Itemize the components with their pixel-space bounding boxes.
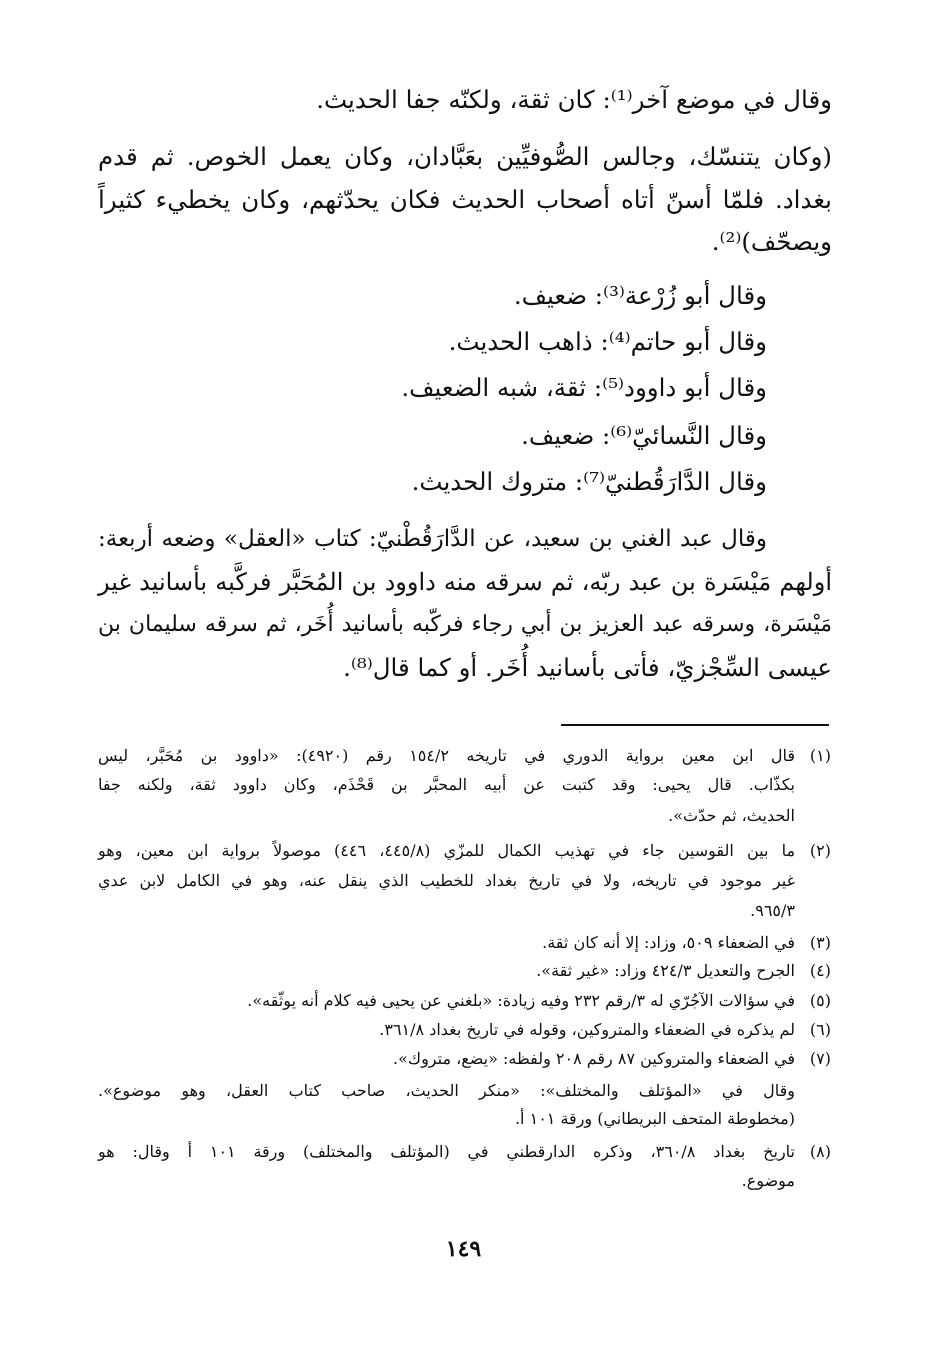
footnote-line: (مخطوطة المتحف البريطاني) ورقة ١٠١ أ. [514, 1109, 795, 1128]
footnote-line: غير موجود في تاريخه، ولا في تاريخ بغداد للخطيب الذي ينقل عنه، وهو في الكامل لابن عدي [98, 871, 795, 890]
body-line: (وكان يتنسّك، وجالس الصُّوفيِّين بعَبَّادان، وكان يعمل الخوص. ثم قدم [98, 142, 832, 171]
body-line: وقال عبد الغني بن سعيد، عن الدَّارَقُطْنيّ: كتاب «العقل» وضعه أربعة: [98, 526, 767, 552]
body-line: بغداد. فلمّا أسنّ أتاه أصحاب الحديث فكان يحدّثهم، وكان يخطيء كثيراً [98, 185, 832, 214]
footnote-line: بكذّاب. قال يحيى: وقد كتبت عن أبيه المحبَّر بن قَحْذَم، وكان داوود ثقة، ولكنه جفا [98, 775, 795, 794]
footnote-line: وقال في «المؤتلف والمختلف»: «منكر الحديث، صاحب كتاب العقل، وهو موضوع». [98, 1081, 795, 1100]
footnote-line: الحديث، ثم حدّث». [668, 806, 795, 825]
footnote-line: في سؤالات الآجُرّي له ٣/رقم ٢٣٢ وفيه زيادة: «بلغني عن يحيى فيه كلام أنه يوثّقه». [247, 991, 795, 1010]
page-number: ١٤٩ [445, 1236, 482, 1262]
footnote-line: ٩٦٥/٣. [750, 901, 795, 920]
footnote-line: الجرح والتعديل ٤٢٤/٣ وزاد: «غير ثقة». [536, 961, 795, 980]
body-line: وقال في موضع آخر⁽¹⁾: كان ثقة، ولكنّه جفا الحديث. [316, 85, 832, 114]
footnote-separator [561, 724, 829, 726]
body-line: أولهم مَيْسَرة بن عبد ربّه، ثم سرقه منه داوود بن المُحَبَّر فركَّبه بأسانيد غير [98, 568, 832, 596]
body-line: وقال أبو داوود⁽⁵⁾: ثقة، شبه الضعيف. [401, 373, 767, 402]
body-line: عيسى السِّجْزيّ، فأتى بأسانيد أُخَر. أو كما قال⁽⁸⁾. [343, 653, 832, 682]
footnote-number: (٦) [809, 1020, 831, 1039]
body-line: ويصحّف)⁽²⁾. [711, 227, 832, 256]
body-line: وقال النَّسائيّ⁽⁶⁾: ضعيف. [521, 421, 767, 450]
body-line: مَيْسَرة، وسرقه عبد العزيز بن أبي رجاء فركّبه بأسانيد أُخَر، ثم سرقه سليمان بن [98, 612, 833, 637]
body-line: وقال الدَّارَقُطنيّ⁽⁷⁾: متروك الحديث. [411, 467, 767, 496]
footnote-line: لم يذكره في الضعفاء والمتروكين، وقوله في تاريخ بغداد ٣٦١/٨. [379, 1020, 795, 1039]
footnote-line: قال ابن معين برواية الدوري في تاريخه ١٥٤/٢ رقم (٤٩٢٠): «داوود بن مُحَبَّر، ليس [98, 746, 796, 765]
footnote-number: (٨) [809, 1142, 831, 1161]
footnote-line: في الضعفاء ٥٠٩، وزاد: إلا أنه كان ثقة. [542, 933, 795, 952]
footnote-number: (٣) [809, 933, 831, 952]
footnote-number: (٧) [809, 1049, 831, 1068]
footnote-line: في الضعفاء والمتروكين ٨٧ رقم ٢٠٨ ولفظه: «يضع، متروك». [393, 1049, 795, 1068]
footnote-number: (٥) [809, 991, 831, 1010]
footnote-number: (٢) [809, 841, 831, 860]
footnote-line: ما بين القوسين جاء في تهذيب الكمال للمزّي (٤٤٥/٨، ٤٤٦) موصولاً برواية ابن معين، وهو [98, 841, 796, 860]
footnote-number: (٤) [809, 961, 831, 980]
body-line: وقال أبو حاتم⁽⁴⁾: ذاهب الحديث. [448, 327, 767, 356]
footnote-line: تاريخ بغداد ٣٦٠/٨، وذكره الدارقطني في (المؤتلف والمختلف) ورقة ١٠١ أ وقال: هو [98, 1142, 795, 1161]
body-line: وقال أبو زُرْعة⁽³⁾: ضعيف. [513, 281, 767, 310]
footnote-number: (١) [809, 746, 831, 765]
footnote-line: موضوع. [741, 1171, 795, 1190]
